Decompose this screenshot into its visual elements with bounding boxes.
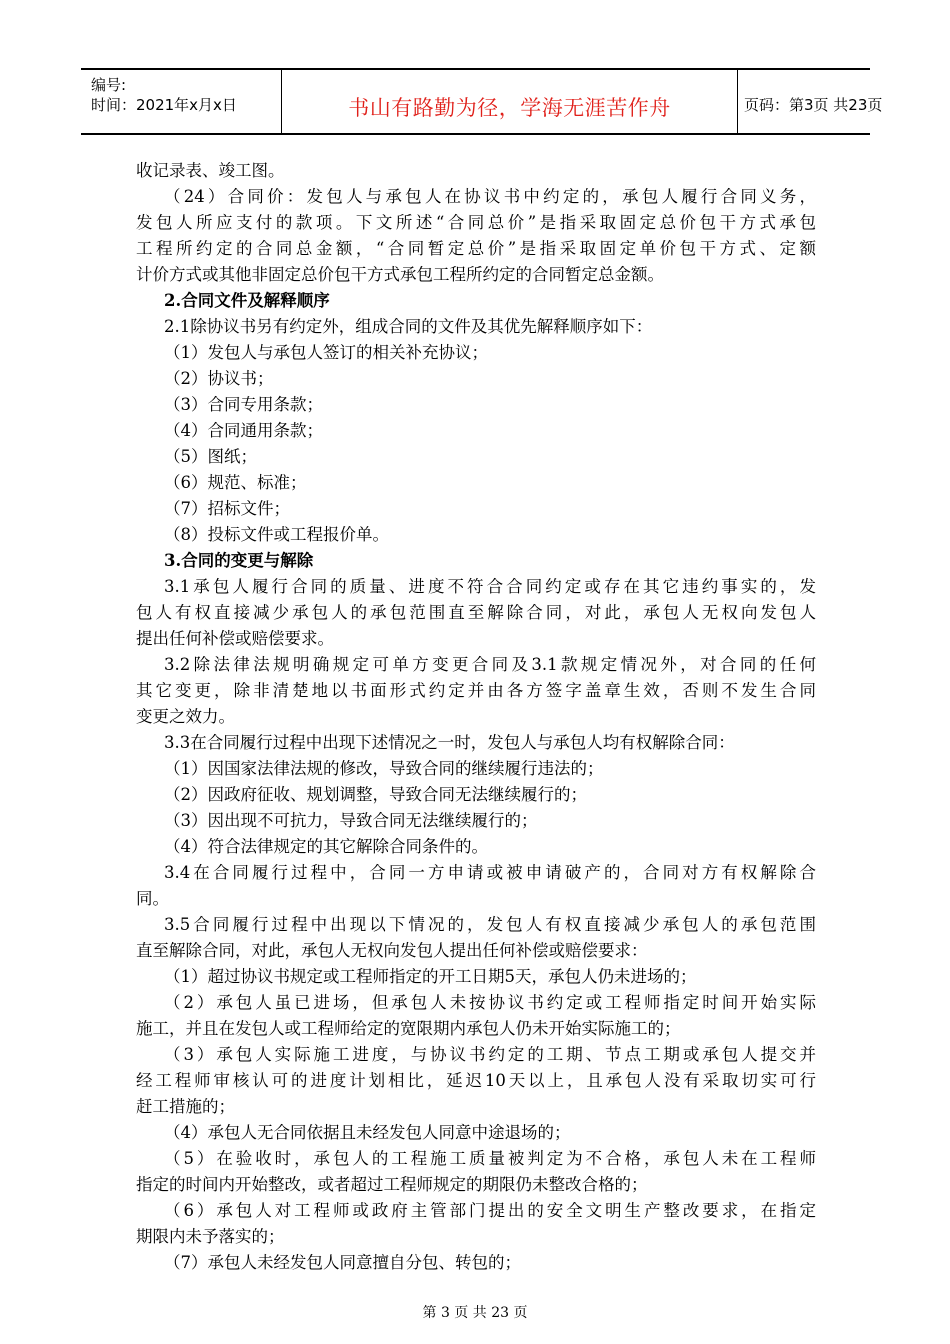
header-center-cell [281, 70, 738, 133]
section-heading: 2.合同文件及解释顺序 [164, 291, 330, 310]
text-line: 3.1承包人履行合同的质量、进度不符合合同约定或存在其它违约事实的，发 [164, 577, 816, 596]
text-line: 同。 [136, 889, 169, 908]
text-line: 3.3在合同履行过程中出现下述情况之一时，发包人与承包人均有权解除合同： [164, 733, 735, 752]
text-line: 2.1除协议书另有约定外，组成合同的文件及其优先解释顺序如下： [164, 317, 653, 336]
list-item: （1）发包人与承包人签订的相关补充协议； [164, 343, 488, 362]
text-line: 指定的时间内开始整改，或者超过工程师规定的期限仍未整改合格的； [136, 1175, 648, 1194]
serial-label: 编号: [91, 76, 127, 94]
section-heading: 3.合同的变更与解除 [164, 551, 314, 570]
text-line: 3.5合同履行过程中出现以下情况的，发包人有权直接减少承包人的承包范围 [164, 915, 816, 934]
text-line: 3.4在合同履行过程中，合同一方申请或被申请破产的，合同对方有权解除合 [164, 863, 816, 882]
list-item: （4）符合法律规定的其它解除合同条件的。 [164, 837, 488, 856]
text-line: 计价方式或其他非固定总价包干方式承包工程所约定的合同暂定总金额。 [136, 265, 664, 284]
list-item: （1）超过协议书规定或工程师指定的开工日期5天，承包人仍未进场的； [164, 967, 697, 986]
text-line: 包人有权直接减少承包人的承包范围直至解除合同，对此，承包人无权向发包人 [136, 603, 816, 622]
text-line: 发包人所应支付的款项。下文所述“合同总价”是指采取固定总价包干方式承包 [136, 213, 816, 232]
text-line: 经工程师审核认可的进度计划相比，延迟10天以上，且承包人没有采取切实可行 [136, 1071, 816, 1090]
list-item: （8）投标文件或工程报价单。 [164, 525, 389, 544]
list-item: （1）因国家法律法规的修改，导致合同的继续履行违法的； [164, 759, 604, 778]
list-item: （2）因政府征收、规划调整，导致合同无法继续履行的； [164, 785, 587, 804]
header-left-cell [81, 70, 281, 133]
list-item: （2）承包人虽已进场，但承包人未按协议书约定或工程师指定时间开始实际 [164, 993, 816, 1012]
text-line: 变更之效力。 [136, 707, 235, 726]
text-line: 期限内未予落实的； [136, 1227, 285, 1246]
page-header [81, 68, 883, 135]
date-line: 时间：2021年x月x日 [91, 96, 237, 114]
list-item: （6）承包人对工程师或政府主管部门提出的安全文明生产整改要求，在指定 [164, 1201, 816, 1220]
list-item: （6）规范、标准； [164, 473, 307, 492]
list-item: （5）在验收时，承包人的工程施工质量被判定为不合格，承包人未在工程师 [164, 1149, 816, 1168]
list-item: （7）招标文件； [164, 499, 290, 518]
list-item: （3）承包人实际施工进度，与协议书约定的工期、节点工期或承包人提交并 [164, 1045, 816, 1064]
text-line: （24）合同价：发包人与承包人在协议书中约定的，承包人履行合同义务， [164, 187, 816, 206]
text-line: 其它变更，除非清楚地以书面形式约定并由各方签字盖章生效，否则不发生合同 [136, 681, 816, 700]
list-item: （3）因出现不可抗力，导致合同无法继续履行的； [164, 811, 538, 830]
page-footer: 第 3 页 共 23 页 [422, 1305, 528, 1321]
header-right-cell [736, 70, 883, 133]
text-line: 收记录表、竣工图。 [136, 161, 285, 180]
text-line: 3.2除法律法规明确规定可单方变更合同及3.1款规定情况外，对合同的任何 [164, 655, 816, 674]
text-line: 提出任何补偿或赔偿要求。 [136, 629, 334, 648]
text-line: 施工，并且在发包人或工程师给定的宽限期内承包人仍未开始实际施工的； [136, 1019, 681, 1038]
list-item: （5）图纸； [164, 447, 257, 466]
list-item: （2）协议书； [164, 369, 274, 388]
text-line: 赶工措施的； [136, 1097, 235, 1116]
header-page-info: 页码：第3页 共23页 [744, 96, 883, 114]
text-line: 直至解除合同，对此，承包人无权向发包人提出任何补偿或赔偿要求： [136, 941, 648, 960]
list-item: （4）承包人无合同依据且未经发包人同意中途退场的； [164, 1123, 571, 1142]
header-motto: 书山有路勤为径，学海无涯苦作舟 [348, 96, 671, 120]
list-item: （7）承包人未经发包人同意擅自分包、转包的； [164, 1253, 521, 1272]
list-item: （3）合同专用条款； [164, 395, 323, 414]
text-line: 工程所约定的合同总金额，“合同暂定总价”是指采取固定单价包干方式、定额 [136, 239, 816, 258]
list-item: （4）合同通用条款； [164, 421, 323, 440]
